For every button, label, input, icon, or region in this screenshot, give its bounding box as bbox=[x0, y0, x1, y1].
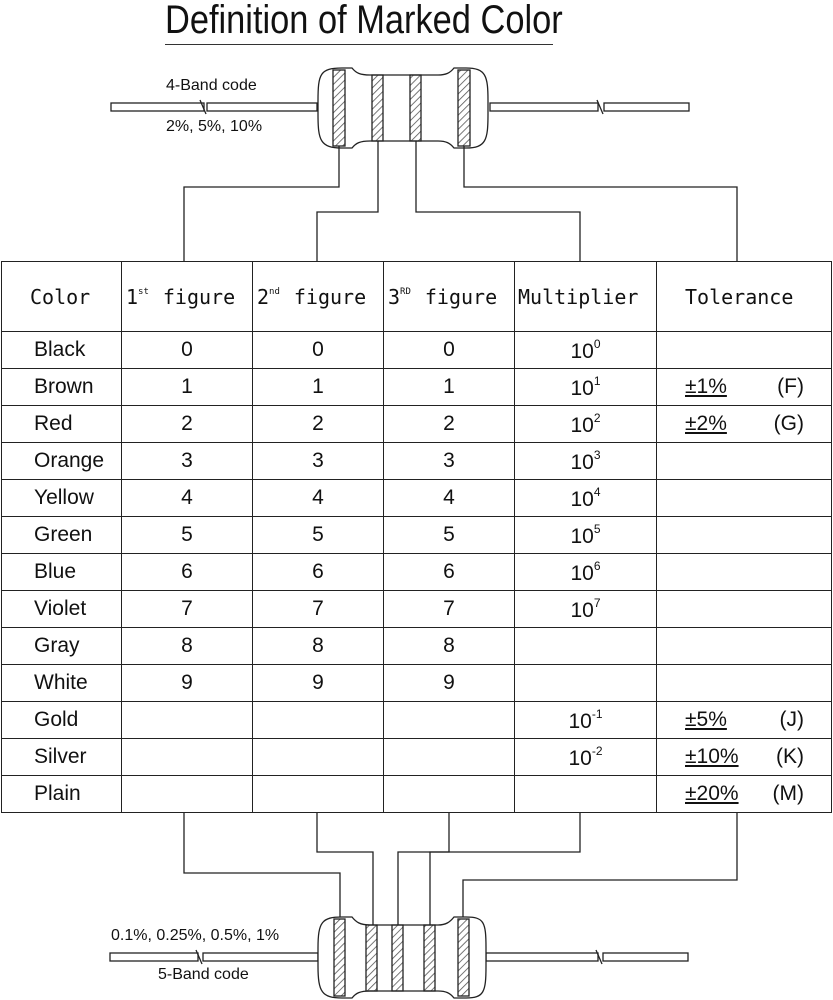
third-figure-value: 7 bbox=[443, 597, 455, 620]
table-row bbox=[2, 776, 832, 813]
multiplier-exponent: 1 bbox=[593, 373, 601, 388]
second-figure-value: 6 bbox=[312, 560, 324, 583]
color-code-table bbox=[1, 261, 832, 813]
color-name: Violet bbox=[34, 597, 87, 620]
header-tolerance-text: Tolerance bbox=[685, 284, 794, 309]
second-figure-cell bbox=[253, 517, 384, 554]
multiplier-base: 10 bbox=[570, 598, 594, 622]
multiplier-cell bbox=[515, 369, 657, 406]
color-name: White bbox=[34, 671, 88, 694]
header-tolerance bbox=[657, 262, 832, 332]
header-second-word: figure bbox=[293, 284, 367, 309]
color-name-cell bbox=[2, 591, 122, 628]
third-figure-cell bbox=[384, 443, 515, 480]
table-row bbox=[2, 332, 832, 369]
multiplier-cell bbox=[515, 554, 657, 591]
multiplier-exponent: 0 bbox=[593, 336, 601, 351]
second-figure-cell bbox=[253, 665, 384, 702]
third-figure-value: 2 bbox=[443, 412, 455, 435]
table-row bbox=[2, 517, 832, 554]
color-name: Silver bbox=[34, 745, 87, 768]
four-band-tolerances: 2%, 5%, 10% bbox=[166, 118, 263, 135]
third-figure-value: 6 bbox=[443, 560, 455, 583]
tolerance-cell bbox=[657, 776, 832, 813]
second-figure-cell bbox=[253, 332, 384, 369]
first-figure-cell bbox=[122, 591, 253, 628]
third-figure-cell bbox=[384, 332, 515, 369]
second-figure-cell bbox=[253, 406, 384, 443]
second-figure-cell bbox=[253, 480, 384, 517]
tolerance-cell bbox=[657, 591, 832, 628]
first-figure-value: 8 bbox=[181, 634, 193, 657]
multiplier-exponent: 5 bbox=[593, 521, 601, 536]
first-figure-value: 3 bbox=[181, 449, 193, 472]
four-band-label: 4-Band code bbox=[166, 77, 257, 94]
second-figure-cell bbox=[253, 369, 384, 406]
third-figure-cell bbox=[384, 554, 515, 591]
multiplier-exponent: 7 bbox=[593, 595, 601, 610]
multiplier-cell bbox=[515, 332, 657, 369]
tolerance-cell bbox=[657, 665, 832, 702]
color-name-cell bbox=[2, 332, 122, 369]
tolerance-cell bbox=[657, 702, 832, 739]
first-figure-value: 6 bbox=[181, 560, 193, 583]
third-figure-value: 9 bbox=[443, 671, 455, 694]
multiplier-cell bbox=[515, 591, 657, 628]
multiplier-base: 10 bbox=[570, 339, 594, 363]
tolerance-value: ±5% bbox=[685, 708, 727, 731]
color-name: Yellow bbox=[34, 486, 94, 509]
header-third-sup: RD bbox=[400, 286, 411, 297]
third-figure-cell bbox=[384, 776, 515, 813]
second-figure-value: 1 bbox=[312, 375, 324, 398]
tolerance-cell bbox=[657, 332, 832, 369]
first-figure-value: 0 bbox=[181, 338, 193, 361]
tolerance-code: (G) bbox=[773, 412, 804, 435]
header-color bbox=[2, 262, 122, 332]
second-figure-value: 7 bbox=[312, 597, 324, 620]
third-figure-cell bbox=[384, 517, 515, 554]
third-figure-value: 8 bbox=[443, 634, 455, 657]
header-third-word: figure bbox=[424, 284, 498, 309]
third-figure-cell bbox=[384, 480, 515, 517]
table-row bbox=[2, 739, 832, 776]
color-name-cell bbox=[2, 739, 122, 776]
header-first-num: 1 bbox=[126, 284, 139, 309]
first-figure-cell bbox=[122, 628, 253, 665]
first-figure-value: 5 bbox=[181, 523, 193, 546]
color-name: Blue bbox=[34, 560, 77, 583]
multiplier-exponent: 2 bbox=[593, 410, 601, 425]
color-name: Black bbox=[34, 338, 86, 361]
color-name: Plain bbox=[34, 782, 81, 805]
tolerance-value: ±10% bbox=[685, 745, 739, 768]
third-figure-value: 0 bbox=[443, 338, 455, 361]
third-figure-cell bbox=[384, 665, 515, 702]
first-figure-cell bbox=[122, 480, 253, 517]
multiplier-cell bbox=[515, 776, 657, 813]
multiplier-cell bbox=[515, 665, 657, 702]
table-row bbox=[2, 369, 832, 406]
tolerance-cell bbox=[657, 739, 832, 776]
table-row bbox=[2, 554, 832, 591]
third-figure-cell bbox=[384, 369, 515, 406]
multiplier-exponent: 3 bbox=[593, 447, 601, 462]
color-name: Green bbox=[34, 523, 93, 546]
second-figure-cell bbox=[253, 702, 384, 739]
header-second-sup: nd bbox=[269, 286, 280, 297]
second-figure-value: 5 bbox=[312, 523, 324, 546]
color-name-cell bbox=[2, 776, 122, 813]
header-multiplier-text: Multiplier bbox=[518, 284, 639, 309]
second-figure-cell bbox=[253, 443, 384, 480]
table-row bbox=[2, 480, 832, 517]
table-row bbox=[2, 702, 832, 739]
five-band-label: 5-Band code bbox=[158, 966, 249, 983]
multiplier-exponent: -2 bbox=[591, 743, 603, 758]
second-figure-value: 8 bbox=[312, 634, 324, 657]
second-figure-value: 0 bbox=[312, 338, 324, 361]
tolerance-code: (F) bbox=[777, 375, 804, 398]
table-row bbox=[2, 628, 832, 665]
first-figure-cell bbox=[122, 369, 253, 406]
header-third-figure bbox=[384, 262, 515, 332]
multiplier-exponent: 4 bbox=[593, 484, 601, 499]
second-figure-value: 4 bbox=[312, 486, 324, 509]
five-band-tolerances: 0.1%, 0.25%, 0.5%, 1% bbox=[111, 927, 280, 944]
second-figure-value: 3 bbox=[312, 449, 324, 472]
third-figure-value: 4 bbox=[443, 486, 455, 509]
multiplier-base: 10 bbox=[570, 487, 594, 511]
second-figure-cell bbox=[253, 739, 384, 776]
header-first-sup: st bbox=[138, 286, 149, 297]
table-row bbox=[2, 665, 832, 702]
color-name: Brown bbox=[34, 375, 94, 398]
tolerance-code: (M) bbox=[772, 782, 804, 805]
multiplier-base: 10 bbox=[570, 561, 594, 585]
multiplier-cell bbox=[515, 443, 657, 480]
tolerance-cell bbox=[657, 517, 832, 554]
multiplier-base: 10 bbox=[570, 376, 594, 400]
color-name-cell bbox=[2, 369, 122, 406]
multiplier-exponent: -1 bbox=[591, 706, 603, 721]
color-name-cell bbox=[2, 554, 122, 591]
tolerance-value: ±20% bbox=[685, 782, 739, 805]
tolerance-cell bbox=[657, 369, 832, 406]
first-figure-cell bbox=[122, 665, 253, 702]
second-figure-value: 2 bbox=[312, 412, 324, 435]
page-title: Definition of Marked Color bbox=[165, 0, 563, 42]
table-row bbox=[2, 406, 832, 443]
tolerance-cell bbox=[657, 406, 832, 443]
tolerance-value: ±2% bbox=[685, 412, 727, 435]
color-name: Gold bbox=[34, 708, 79, 731]
multiplier-base: 10 bbox=[570, 450, 594, 474]
multiplier-base: 10 bbox=[568, 709, 592, 733]
table-header-row bbox=[2, 262, 832, 332]
first-figure-value: 9 bbox=[181, 671, 193, 694]
color-name-cell bbox=[2, 628, 122, 665]
third-figure-cell bbox=[384, 628, 515, 665]
five-band-connectors bbox=[184, 813, 737, 925]
multiplier-cell bbox=[515, 517, 657, 554]
header-color-text: Color bbox=[30, 284, 91, 309]
first-figure-cell bbox=[122, 406, 253, 443]
header-first-word: figure bbox=[162, 284, 236, 309]
tolerance-code: (J) bbox=[779, 708, 804, 731]
color-name-cell bbox=[2, 665, 122, 702]
first-figure-cell bbox=[122, 776, 253, 813]
second-figure-cell bbox=[253, 554, 384, 591]
first-figure-cell bbox=[122, 702, 253, 739]
header-third-num: 3 bbox=[388, 284, 401, 309]
first-figure-cell bbox=[122, 517, 253, 554]
tolerance-value: ±1% bbox=[685, 375, 727, 398]
tolerance-cell bbox=[657, 554, 832, 591]
first-figure-value: 4 bbox=[181, 486, 193, 509]
header-first-figure bbox=[122, 262, 253, 332]
header-second-figure bbox=[253, 262, 384, 332]
first-figure-cell bbox=[122, 443, 253, 480]
tolerance-cell bbox=[657, 480, 832, 517]
second-figure-cell bbox=[253, 628, 384, 665]
third-figure-value: 5 bbox=[443, 523, 455, 546]
table-row bbox=[2, 443, 832, 480]
multiplier-cell bbox=[515, 628, 657, 665]
multiplier-base: 10 bbox=[570, 413, 594, 437]
first-figure-value: 7 bbox=[181, 597, 193, 620]
color-name-cell bbox=[2, 406, 122, 443]
tolerance-cell bbox=[657, 443, 832, 480]
first-figure-cell bbox=[122, 332, 253, 369]
second-figure-cell bbox=[253, 591, 384, 628]
third-figure-cell bbox=[384, 406, 515, 443]
tolerance-cell bbox=[657, 628, 832, 665]
color-name-cell bbox=[2, 443, 122, 480]
color-name: Gray bbox=[34, 634, 80, 657]
table-row bbox=[2, 591, 832, 628]
color-name-cell bbox=[2, 480, 122, 517]
third-figure-cell bbox=[384, 702, 515, 739]
header-second-num: 2 bbox=[257, 284, 270, 309]
tolerance-code: (K) bbox=[776, 745, 804, 768]
third-figure-cell bbox=[384, 739, 515, 776]
color-name: Red bbox=[34, 412, 73, 435]
third-figure-value: 3 bbox=[443, 449, 455, 472]
third-figure-value: 1 bbox=[443, 375, 455, 398]
multiplier-cell bbox=[515, 480, 657, 517]
color-name: Orange bbox=[34, 449, 105, 472]
color-name-cell bbox=[2, 517, 122, 554]
first-figure-value: 2 bbox=[181, 412, 193, 435]
multiplier-exponent: 6 bbox=[593, 558, 601, 573]
multiplier-base: 10 bbox=[568, 746, 592, 770]
second-figure-value: 9 bbox=[312, 671, 324, 694]
multiplier-base: 10 bbox=[570, 524, 594, 548]
multiplier-cell bbox=[515, 702, 657, 739]
color-name-cell bbox=[2, 702, 122, 739]
third-figure-cell bbox=[384, 591, 515, 628]
header-multiplier bbox=[515, 262, 657, 332]
multiplier-cell bbox=[515, 739, 657, 776]
second-figure-cell bbox=[253, 776, 384, 813]
multiplier-cell bbox=[515, 406, 657, 443]
four-band-connectors bbox=[184, 141, 737, 261]
first-figure-cell bbox=[122, 739, 253, 776]
first-figure-value: 1 bbox=[181, 375, 193, 398]
first-figure-cell bbox=[122, 554, 253, 591]
